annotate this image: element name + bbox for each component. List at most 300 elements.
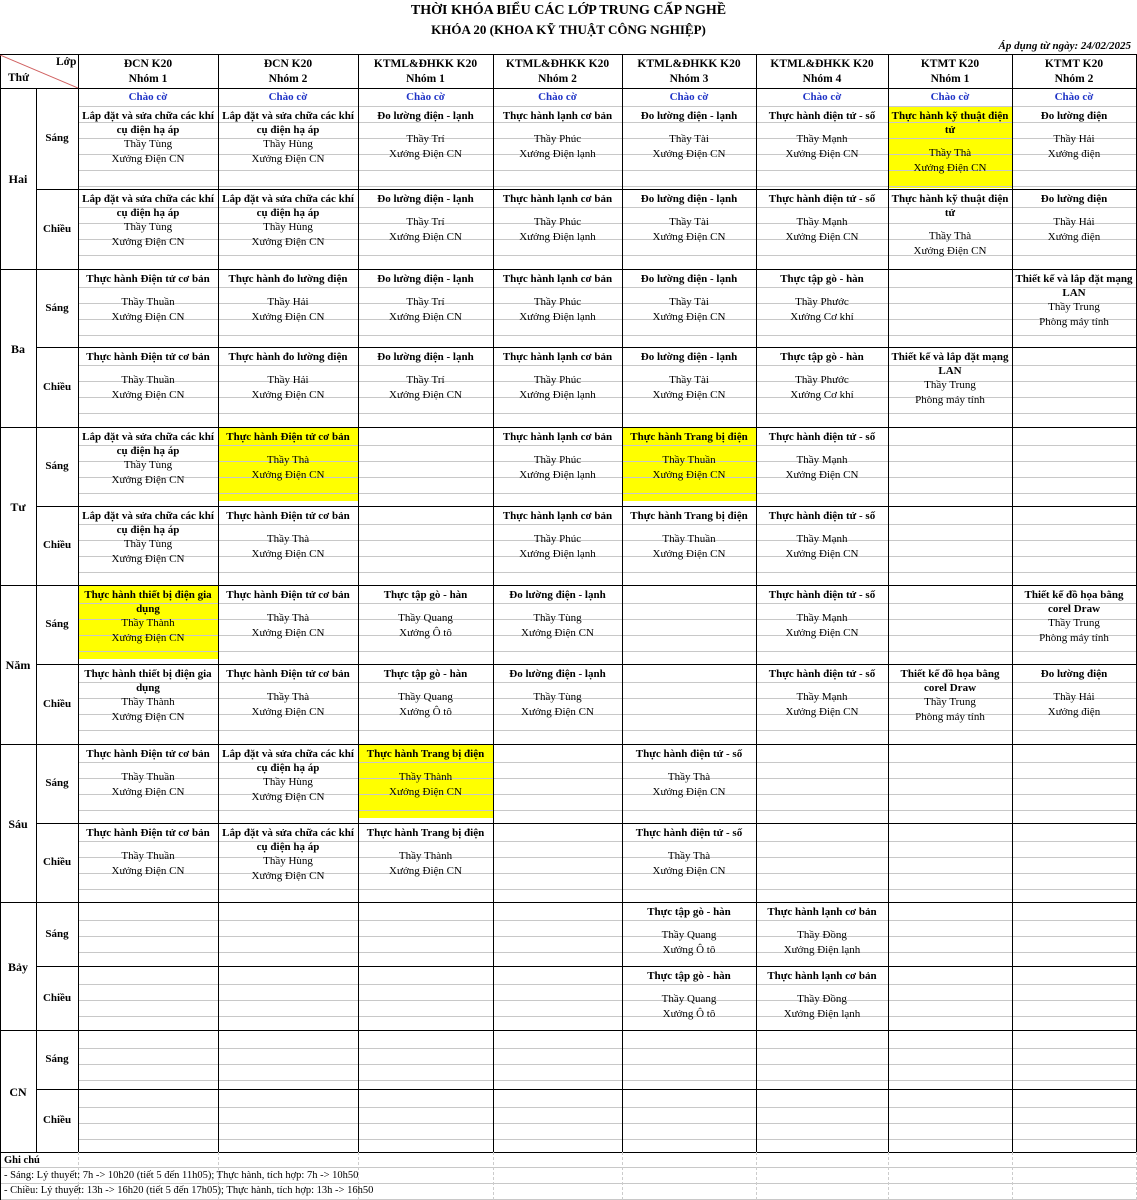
schedule-cell[interactable] xyxy=(624,350,754,403)
teacher-name: Thầy Trí xyxy=(406,296,445,308)
room-name: Xưởng Điện CN xyxy=(111,236,185,248)
schedule-cell[interactable] xyxy=(1014,192,1134,245)
teacher-name: Thầy Quang xyxy=(661,993,717,1005)
day-label-hai: Hai xyxy=(8,172,28,186)
room-name: Xưởng Điện CN xyxy=(251,389,325,401)
room-name: Xưởng Ô tô xyxy=(662,944,716,956)
teacher-name: Thầy Hùng xyxy=(263,776,313,788)
teacher-name: Thầy Tài xyxy=(669,296,709,308)
header-class-label: Lớp xyxy=(56,56,77,68)
subject-name: Thực hành Trang bị điện xyxy=(366,827,485,839)
schedule-cell[interactable] xyxy=(220,350,356,403)
session-label-morning: Sáng xyxy=(45,618,69,630)
header-top-line xyxy=(0,54,1137,55)
schedule-cell[interactable] xyxy=(624,272,754,325)
subject-name: Thực hành Điện tử cơ bản xyxy=(226,510,350,522)
row-line xyxy=(78,1000,1137,1001)
room-name: Xưởng Điện CN xyxy=(111,153,185,165)
room-name: Xưởng Điện CN xyxy=(111,711,185,723)
row-line xyxy=(78,493,1137,494)
schedule-cell[interactable] xyxy=(624,826,754,879)
class-group-header: Nhóm 2 xyxy=(538,73,577,85)
subject-name: Thực hành Điện tử cơ bản xyxy=(86,351,210,363)
flag-ceremony-label: Chào cờ xyxy=(128,91,168,103)
room-name: Xưởng Điện CN xyxy=(111,786,185,798)
class-group-header: Nhóm 2 xyxy=(268,73,308,85)
teacher-name: Thầy Trí xyxy=(406,216,445,228)
schedule-cell[interactable] xyxy=(220,192,356,250)
day-separator xyxy=(0,585,1137,586)
teacher-name: Thầy Thuần xyxy=(662,533,716,545)
row-line xyxy=(78,1107,1137,1108)
grid-line xyxy=(1012,54,1013,1152)
room-name: Xưởng Điện CN xyxy=(389,311,462,323)
header-day-label: Thứ xyxy=(8,72,29,84)
day-separator xyxy=(0,902,1137,903)
teacher-name: Thầy Thà xyxy=(928,230,972,242)
grid-line xyxy=(493,54,494,1152)
room-name: Xưởng Điện CN xyxy=(111,632,185,644)
class-name-header: KTML&ĐHKK K20 xyxy=(373,58,478,70)
room-name: Xưởng Điện CN xyxy=(785,148,859,160)
room-name: Xưởng Điện CN xyxy=(111,474,185,486)
room-name: Xưởng Điện CN xyxy=(652,469,726,481)
grid-line xyxy=(0,54,1,1200)
session-label-afternoon: Chiều xyxy=(42,1114,72,1126)
subject-name: Thực hành thiết bị điện gia dụng xyxy=(84,589,212,615)
schedule-cell[interactable] xyxy=(220,826,356,884)
row-line xyxy=(78,1139,1137,1140)
subject-name: Thiết kế đồ họa bằng corel Draw xyxy=(1024,589,1124,615)
schedule-cell[interactable] xyxy=(80,509,216,567)
room-name: Xưởng Điện lạnh xyxy=(519,148,596,160)
room-name: Xưởng Điện CN xyxy=(389,148,462,160)
teacher-name: Thầy Quang xyxy=(398,612,453,624)
subject-name: Lắp đặt và sửa chữa các khí cụ điện hạ áp xyxy=(82,510,214,536)
schedule-cell[interactable] xyxy=(624,109,754,162)
teacher-name: Thầy Thà xyxy=(266,454,310,466)
session-label-morning: Sáng xyxy=(45,927,69,940)
teacher-name: Thầy Thành xyxy=(121,617,175,629)
schedule-cell[interactable] xyxy=(758,272,886,325)
schedule-cell[interactable] xyxy=(220,747,356,805)
teacher-name: Thầy Phúc xyxy=(533,533,582,545)
class-name-header: ĐCN K20 xyxy=(123,58,173,70)
teacher-name: Thầy Tùng xyxy=(533,612,582,624)
schedule-cell[interactable] xyxy=(360,272,491,325)
day-separator xyxy=(0,269,1137,270)
row-line xyxy=(78,920,1137,921)
schedule-cell[interactable] xyxy=(80,826,216,879)
room-name: Phòng máy tính xyxy=(1039,632,1109,644)
class-group-header: Nhóm 4 xyxy=(802,73,842,85)
schedule-cell[interactable] xyxy=(360,350,491,403)
schedule-cell[interactable] xyxy=(80,192,216,250)
schedule-cell[interactable] xyxy=(495,192,620,245)
room-name: Xưởng Điện lạnh xyxy=(519,548,596,560)
schedule-cell[interactable] xyxy=(220,272,356,325)
teacher-name: Thầy Hùng xyxy=(263,138,313,150)
room-name: Xưởng Điện lạnh xyxy=(783,1008,861,1020)
subject-name: Thực hành lạnh cơ bản xyxy=(767,906,877,918)
room-name: Xưởng Điện CN xyxy=(251,706,325,718)
subject-name: Thực hành điện tử - số xyxy=(768,589,876,601)
room-name: Xưởng Điện lạnh xyxy=(783,944,861,956)
schedule-cell[interactable] xyxy=(758,905,886,958)
grid-line xyxy=(888,54,889,1152)
room-name: Xưởng Điện CN xyxy=(251,791,325,803)
schedule-cell[interactable] xyxy=(624,430,754,483)
room-name: Xưởng Điện CN xyxy=(652,865,726,877)
teacher-name: Thầy Tùng xyxy=(123,221,173,233)
schedule-cell[interactable] xyxy=(80,109,216,167)
schedule-cell[interactable] xyxy=(758,350,886,403)
grid-line xyxy=(78,54,79,1152)
room-name: Xưởng Ô tô xyxy=(399,706,452,718)
teacher-name: Thầy Thuần xyxy=(121,374,175,386)
schedule-cell[interactable] xyxy=(758,969,886,1022)
session-label-morning: Sáng xyxy=(45,1053,69,1065)
teacher-name: Thầy Thà xyxy=(266,691,310,703)
notes-title: Ghi chú xyxy=(4,1155,40,1166)
flag-ceremony-label: Chào cờ xyxy=(538,91,577,103)
room-name: Xưởng Điện CN xyxy=(521,627,594,639)
grid-line xyxy=(1012,1152,1013,1200)
schedule-cell[interactable] xyxy=(360,192,491,245)
room-name: Xưởng Điện CN xyxy=(652,389,726,401)
schedule-cell[interactable] xyxy=(495,430,620,483)
schedule-cell[interactable] xyxy=(758,667,886,720)
day-label-sau: Sáu xyxy=(8,816,28,831)
teacher-name: Thầy Trung xyxy=(1048,301,1100,313)
subject-name: Lắp đặt và sửa chữa các khí cụ điện hạ áp xyxy=(82,193,214,219)
teacher-name: Thầy Hải xyxy=(1053,691,1095,703)
subject-name: Đo lường điện - lạnh xyxy=(377,193,474,205)
room-name: Xưởng Điện CN xyxy=(785,469,859,481)
teacher-name: Thầy Trí xyxy=(406,133,445,145)
page-title: THỜI KHÓA BIỂU CÁC LỚP TRUNG CẤP NGHỀ xyxy=(410,3,727,18)
session-separator xyxy=(36,1089,1137,1090)
teacher-name: Thầy Thuần xyxy=(121,771,175,783)
teacher-name: Thầy Mạnh xyxy=(796,612,848,624)
room-name: Xưởng Ô tô xyxy=(662,1008,716,1020)
room-name: Xưởng Điện CN xyxy=(913,245,987,257)
row-line xyxy=(78,1123,1137,1124)
schedule-cell[interactable] xyxy=(890,667,1010,725)
room-name: Xưởng Điện CN xyxy=(389,231,462,243)
subject-name: Lắp đặt và sửa chữa các khí cụ điện hạ áp xyxy=(222,193,354,219)
room-name: Xưởng Điện CN xyxy=(111,865,185,877)
schedule-cell[interactable] xyxy=(890,109,1010,176)
schedule-cell[interactable] xyxy=(495,350,620,403)
room-name: Xưởng Điện CN xyxy=(251,870,325,882)
teacher-name: Thầy Thà xyxy=(667,850,711,862)
schedule-cell[interactable] xyxy=(624,192,754,245)
grid-line xyxy=(756,1152,757,1200)
grid-line xyxy=(888,1152,889,1200)
teacher-name: Thầy Hùng xyxy=(263,855,313,867)
subject-name: Thực tập gò - hàn xyxy=(383,589,468,601)
room-name: Xưởng Điện CN xyxy=(389,786,462,798)
schedule-cell[interactable] xyxy=(758,192,886,245)
subject-name: Thực hành Điện tử cơ bản xyxy=(226,589,350,601)
grid-line xyxy=(493,1152,494,1200)
teacher-name: Thầy Thành xyxy=(398,771,453,783)
teacher-name: Thầy Phúc xyxy=(533,374,582,386)
subject-name: Đo lường điện - lạnh xyxy=(377,110,474,122)
teacher-name: Thầy Mạnh xyxy=(796,216,848,228)
subject-name: Thực hành Điện tử cơ bản xyxy=(226,668,350,680)
teacher-name: Thầy Quang xyxy=(661,929,717,941)
room-name: Xưởng Điện CN xyxy=(251,236,325,248)
row-line xyxy=(78,413,1137,414)
room-name: Xưởng Điện CN xyxy=(652,231,726,243)
schedule-cell[interactable] xyxy=(220,509,356,562)
notes-line-afternoon: - Chiều: Lý thuyết: 13h -> 16h20 (tiết 5 đến 17h05); Thực hành, tích hợp: 13h -> 16h50 xyxy=(4,1185,374,1196)
class-group-header: Nhóm 1 xyxy=(930,73,970,85)
schedule-cell[interactable] xyxy=(495,667,620,720)
grid-line xyxy=(756,54,757,1152)
room-name: Xưởng Điện CN xyxy=(652,786,726,798)
subject-name: Đo lường điện - lạnh xyxy=(640,273,738,285)
schedule-cell[interactable] xyxy=(890,350,1010,408)
room-name: Xưởng điện xyxy=(1047,231,1101,243)
teacher-name: Thầy Tài xyxy=(669,216,709,228)
schedule-cell[interactable] xyxy=(220,430,356,483)
class-name-header: KTML&ĐHKK K20 xyxy=(505,58,610,70)
teacher-name: Thầy Hải xyxy=(267,296,309,308)
subject-name: Thực hành điện tử - số xyxy=(635,748,743,760)
subject-name: Đo lường điện xyxy=(1040,193,1108,205)
class-name-header: ĐCN K20 xyxy=(263,58,313,70)
schedule-cell[interactable] xyxy=(758,109,886,162)
subject-name: Thực hành lạnh cơ bản xyxy=(502,273,613,285)
subject-name: Đo lường điện - lạnh xyxy=(640,193,738,205)
teacher-name: Thầy Trung xyxy=(924,379,976,391)
room-name: Xưởng Điện CN xyxy=(251,469,325,481)
teacher-name: Thầy Trí xyxy=(406,374,445,386)
teacher-name: Thầy Phước xyxy=(795,374,849,386)
subject-name: Thực tập gò - hàn xyxy=(383,668,468,680)
session-label-afternoon: Chiều xyxy=(42,991,72,1004)
class-name-header: KTMT K20 xyxy=(920,58,980,70)
subject-name: Thực hành Trang bị điện xyxy=(630,431,748,443)
room-name: Xưởng Cơ khí xyxy=(790,311,854,323)
room-name: Xưởng Điện CN xyxy=(251,153,325,165)
day-separator xyxy=(0,744,1137,745)
schedule-cell[interactable] xyxy=(758,509,886,562)
teacher-name: Thầy Đồng xyxy=(797,993,847,1005)
subject-name: Thực hành lạnh cơ bản xyxy=(502,510,613,522)
subject-name: Lắp đặt và sửa chữa các khí cụ điện hạ áp xyxy=(222,110,354,136)
subject-name: Thực hành điện tử - số xyxy=(768,193,876,205)
schedule-cell[interactable] xyxy=(360,588,491,641)
row-line xyxy=(78,1064,1137,1065)
day-label-cn: CN xyxy=(9,1084,27,1099)
subject-name: Đo lường điện - lạnh xyxy=(640,351,738,363)
teacher-name: Thầy Thà xyxy=(928,147,972,159)
schedule-cell[interactable] xyxy=(360,667,491,720)
teacher-name: Thầy Mạnh xyxy=(796,691,848,703)
grid-line xyxy=(622,1152,623,1200)
row-line xyxy=(78,984,1137,985)
class-name-header: KTMT K20 xyxy=(1044,58,1104,70)
teacher-name: Thầy Thuần xyxy=(121,296,175,308)
subject-name: Thiết kế và lắp đặt mạng LAN xyxy=(1015,273,1133,299)
session-label-afternoon: Chiều xyxy=(42,856,72,868)
schedule-cell[interactable] xyxy=(758,430,886,483)
schedule-cell[interactable] xyxy=(1014,272,1134,330)
teacher-name: Thầy Phước xyxy=(795,296,849,308)
teacher-name: Thầy Phúc xyxy=(533,133,582,145)
room-name: Xưởng Điện lạnh xyxy=(519,231,596,243)
schedule-cell[interactable] xyxy=(624,747,754,800)
schedule-cell[interactable] xyxy=(220,667,356,720)
flag-ceremony-label: Chào cờ xyxy=(930,91,970,103)
subject-name: Thực hành Điện tử cơ bản xyxy=(226,431,350,443)
room-name: Xưởng Điện CN xyxy=(785,627,859,639)
flag-ceremony-label: Chào cờ xyxy=(268,91,308,103)
schedule-cell[interactable] xyxy=(360,826,491,879)
session-label-morning: Sáng xyxy=(45,132,69,144)
flag-ceremony-label: Chào cờ xyxy=(669,91,709,103)
session-label-afternoon: Chiều xyxy=(42,380,72,393)
subject-name: Thực tập gò - hàn xyxy=(647,906,731,918)
teacher-name: Thầy Thà xyxy=(667,771,711,783)
subject-name: Thực hành lạnh cơ bản xyxy=(502,193,613,205)
schedule-cell[interactable] xyxy=(360,109,491,162)
session-label-morning: Sáng xyxy=(45,460,69,472)
subject-name: Lắp đặt và sửa chữa các khí cụ điện hạ áp xyxy=(82,110,214,136)
teacher-name: Thầy Trung xyxy=(1048,617,1100,629)
subject-name: Thực hành thiết bị điện gia dụng xyxy=(84,668,212,694)
teacher-name: Thầy Quang xyxy=(398,691,453,703)
subject-name: Thực hành lạnh cơ bản xyxy=(502,431,613,443)
subject-name: Thực tập gò - hàn xyxy=(647,970,731,982)
teacher-name: Thầy Hải xyxy=(1053,133,1095,145)
schedule-cell[interactable] xyxy=(80,588,216,646)
teacher-name: Thầy Tài xyxy=(669,133,709,145)
room-name: Xưởng Điện CN xyxy=(913,162,987,174)
schedule-cell[interactable] xyxy=(360,747,491,800)
page-subtitle: KHÓA 20 (KHOA KỸ THUẬT CÔNG NGHIỆP) xyxy=(431,22,706,37)
schedule-cell[interactable] xyxy=(495,272,620,325)
subject-name: Thực hành điện tử - số xyxy=(768,668,876,680)
room-name: Xưởng điện xyxy=(1047,148,1101,160)
teacher-name: Thầy Tài xyxy=(669,374,709,386)
class-group-header: Nhóm 3 xyxy=(669,73,709,85)
row-line xyxy=(78,335,1137,336)
schedule-cell[interactable] xyxy=(220,109,356,167)
room-name: Xưởng Điện CN xyxy=(652,148,726,160)
room-name: Xưởng Cơ khí xyxy=(790,389,854,401)
flag-ceremony-label: Chào cờ xyxy=(1054,91,1094,103)
schedule-cell[interactable] xyxy=(80,430,216,488)
class-group-header: Nhóm 1 xyxy=(128,73,168,85)
row-line xyxy=(78,1016,1137,1017)
room-name: Phòng máy tính xyxy=(915,394,985,406)
class-name-header: KTML&ĐHKK K20 xyxy=(637,58,741,70)
session-separator xyxy=(36,823,1137,824)
schedule-cell[interactable] xyxy=(495,588,620,641)
row-line xyxy=(78,106,1137,107)
teacher-name: Thầy Thành xyxy=(398,850,453,862)
teacher-name: Thầy Phúc xyxy=(533,216,582,228)
teacher-name: Thầy Trung xyxy=(924,696,976,708)
session-separator xyxy=(36,189,1137,190)
room-name: Xưởng Điện CN xyxy=(521,706,594,718)
subject-name: Thực hành Điện tử cơ bản xyxy=(86,748,210,760)
schedule-cell[interactable] xyxy=(1014,667,1134,720)
row-line xyxy=(78,651,1137,652)
subject-name: Đo lường điện - lạnh xyxy=(509,668,606,680)
teacher-name: Thầy Hải xyxy=(1053,216,1095,228)
room-name: Xưởng Điện lạnh xyxy=(519,311,596,323)
subject-name: Thực tập gò - hàn xyxy=(780,273,864,285)
schedule-cell[interactable] xyxy=(624,509,754,562)
schedule-cell[interactable] xyxy=(80,350,216,403)
flag-ceremony-label: Chào cờ xyxy=(802,91,842,103)
teacher-name: Thầy Mạnh xyxy=(796,133,848,145)
row-line xyxy=(78,1048,1137,1049)
schedule-cell[interactable] xyxy=(80,272,216,325)
class-name-header: KTML&ĐHKK K20 xyxy=(770,58,874,70)
schedule-cell[interactable] xyxy=(624,969,754,1022)
schedule-cell[interactable] xyxy=(220,588,356,641)
subject-name: Thực hành kỹ thuật điện tử xyxy=(891,110,1009,136)
room-name: Xưởng Điện CN xyxy=(111,553,185,565)
teacher-name: Thầy Thuần xyxy=(121,850,175,862)
schedule-cell[interactable] xyxy=(495,509,620,562)
schedule-cell[interactable] xyxy=(80,667,216,725)
class-group-header: Nhóm 1 xyxy=(406,73,445,85)
subject-name: Đo lường điện - lạnh xyxy=(377,273,474,285)
session-label-morning: Sáng xyxy=(45,777,69,789)
room-name: Xưởng điện xyxy=(1047,706,1101,718)
room-name: Xưởng Điện CN xyxy=(251,311,325,323)
teacher-name: Thầy Thà xyxy=(266,533,310,545)
teacher-name: Thầy Tùng xyxy=(123,538,173,550)
subject-name: Lắp đặt và sửa chữa các khí cụ điện hạ áp xyxy=(222,827,354,853)
subject-name: Thực hành Trang bị điện xyxy=(366,748,485,760)
row-line xyxy=(78,810,1137,811)
day-label-nam: Năm xyxy=(5,658,31,672)
class-group-header: Nhóm 2 xyxy=(1054,73,1094,85)
session-separator xyxy=(36,506,1137,507)
session-separator xyxy=(36,664,1137,665)
subject-name: Đo lường điện - lạnh xyxy=(640,110,738,122)
teacher-name: Thầy Phúc xyxy=(533,454,582,466)
teacher-name: Thầy Thuần xyxy=(662,454,716,466)
schedule-cell[interactable] xyxy=(758,588,886,641)
schedule-cell[interactable] xyxy=(80,747,216,800)
row-line xyxy=(78,572,1137,573)
subject-name: Lắp đặt và sửa chữa các khí cụ điện hạ áp xyxy=(222,748,354,774)
schedule-cell[interactable] xyxy=(1014,588,1134,646)
schedule-cell[interactable] xyxy=(890,192,1010,259)
session-separator xyxy=(36,966,1137,967)
teacher-name: Thầy Thà xyxy=(266,612,310,624)
schedule-cell[interactable] xyxy=(624,905,754,958)
schedule-cell[interactable] xyxy=(1014,109,1134,162)
row-line xyxy=(78,1080,1137,1081)
subject-name: Lắp đặt và sửa chữa các khí cụ điện hạ áp xyxy=(82,431,214,457)
subject-name: Thực tập gò - hàn xyxy=(780,351,864,363)
session-label-morning: Sáng xyxy=(45,301,69,314)
schedule-cell[interactable] xyxy=(495,109,620,162)
teacher-name: Thầy Tùng xyxy=(123,459,173,471)
row-line xyxy=(78,889,1137,890)
